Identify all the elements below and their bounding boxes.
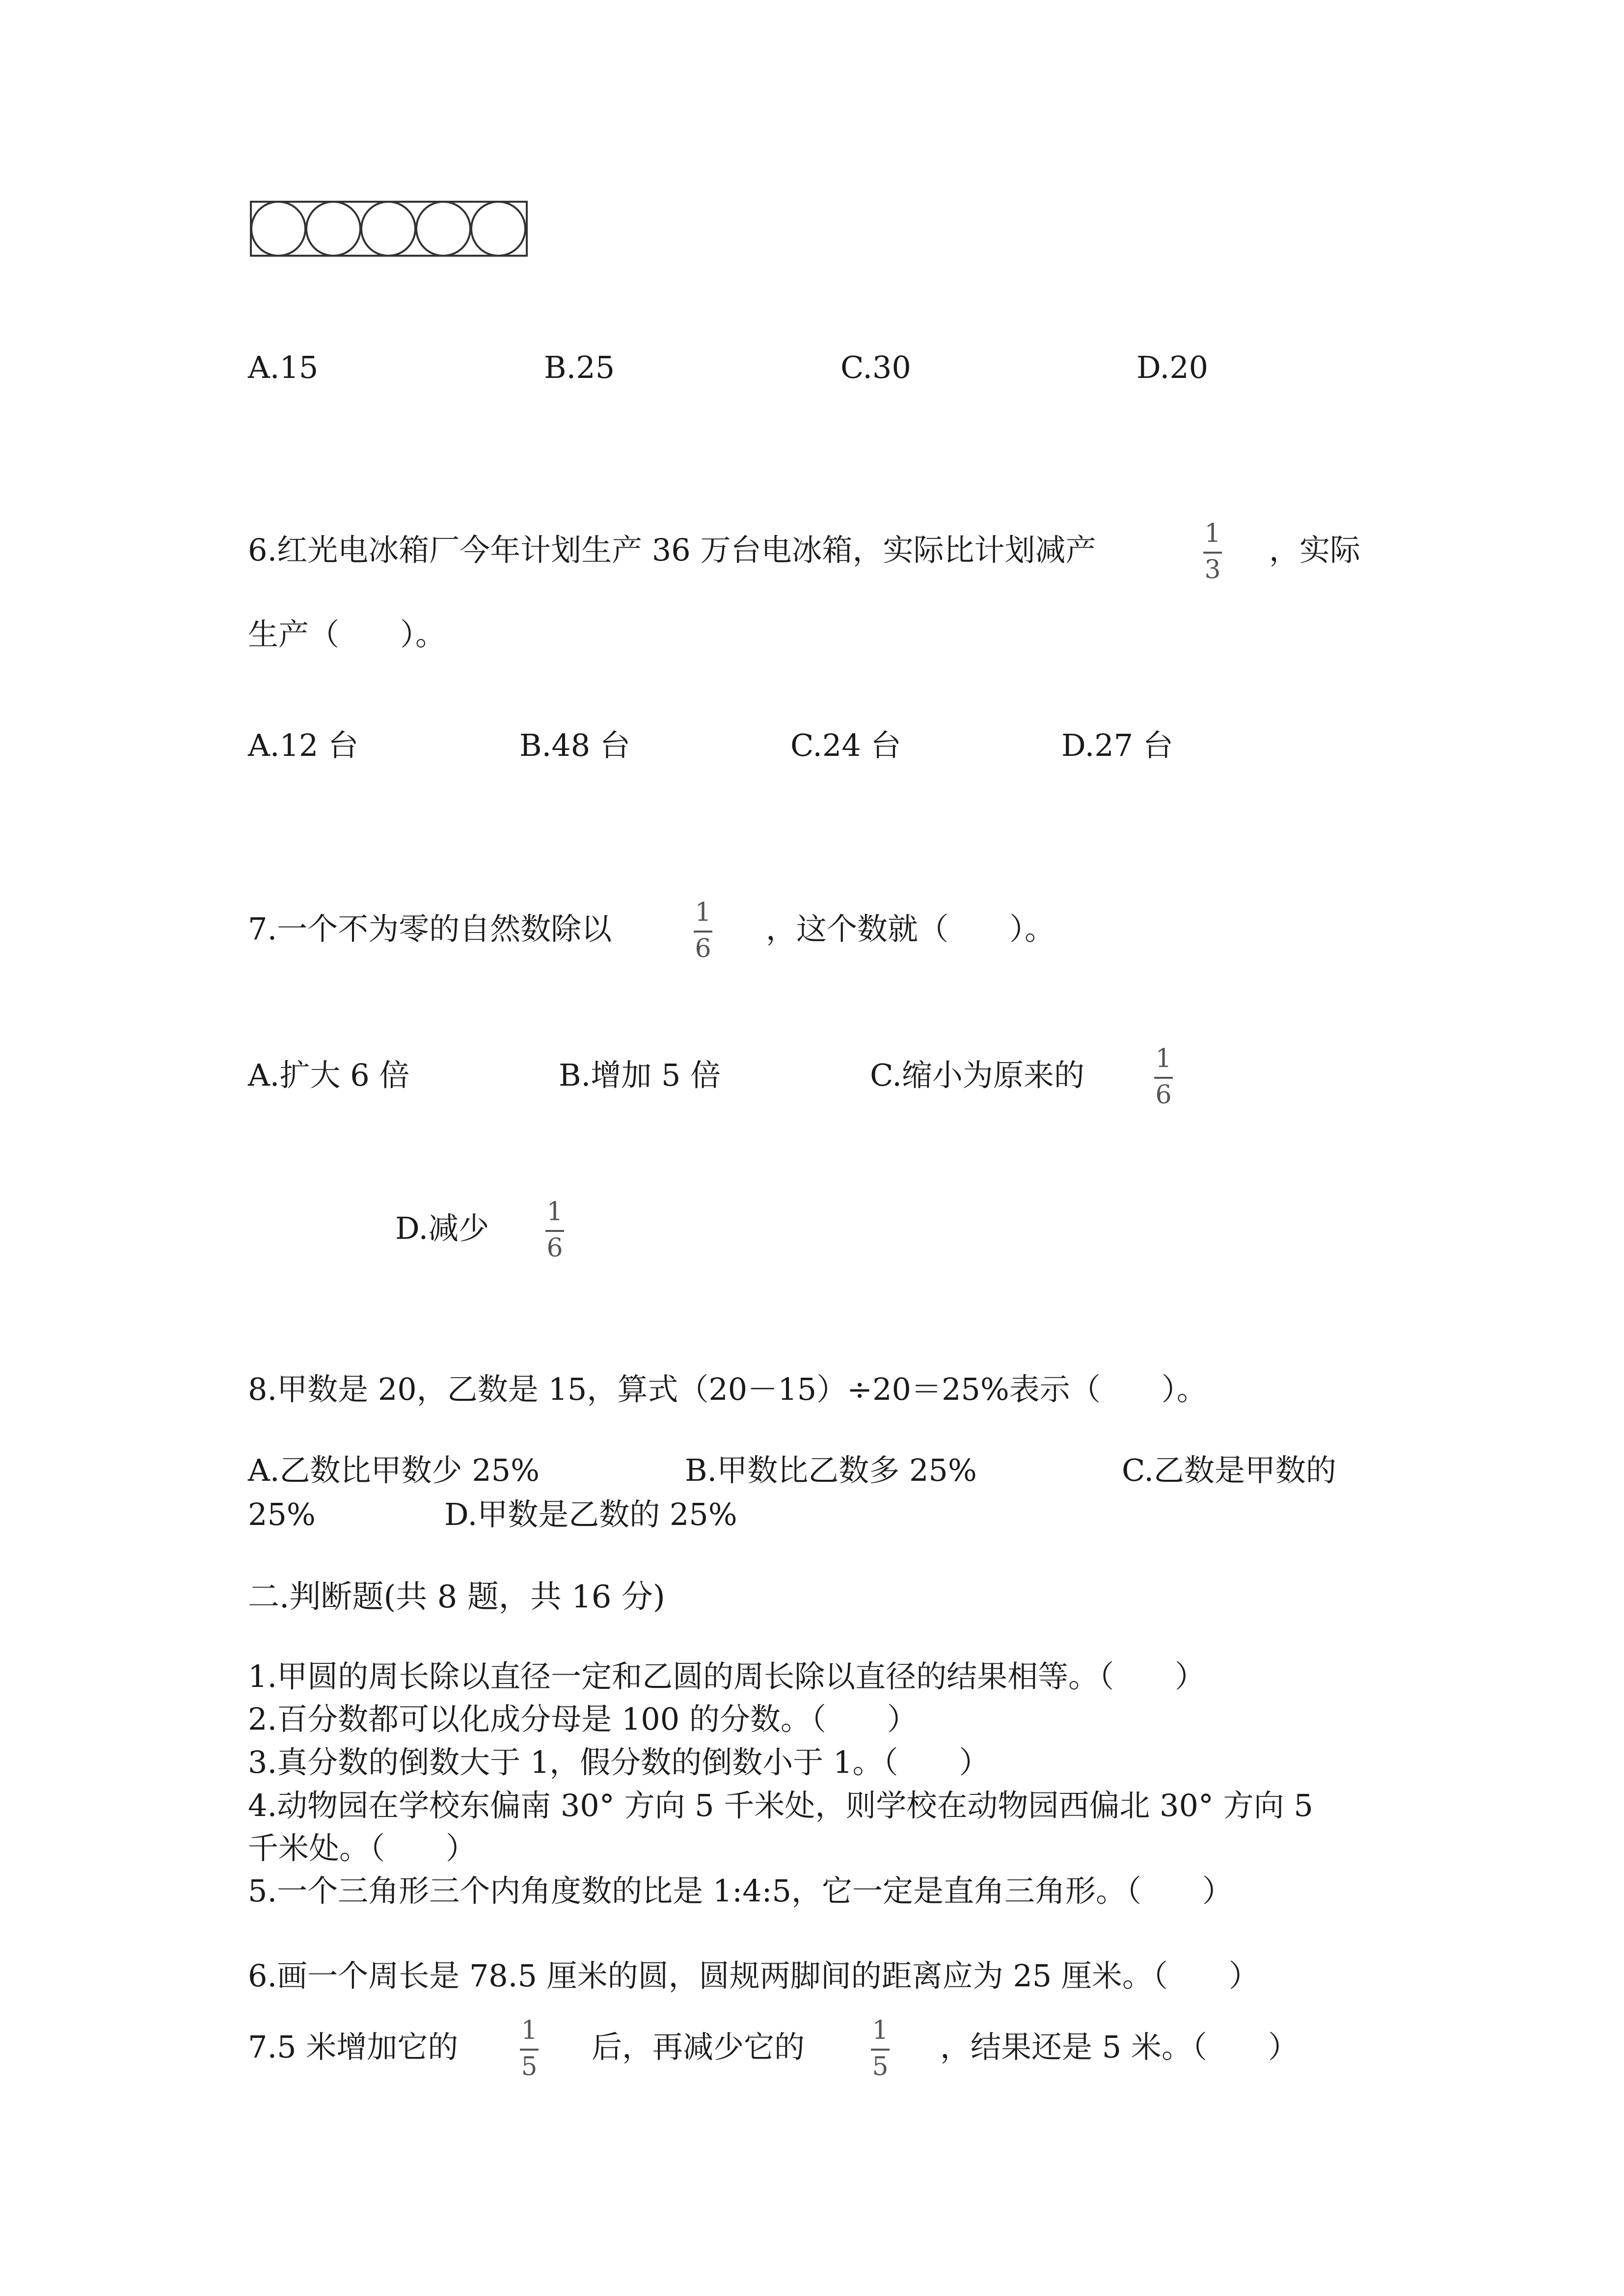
q7-fraction — [688, 898, 718, 964]
judge-item-7-part3: ，结果还是 5 米。（ ） — [940, 2029, 1299, 2065]
q7-option-b: B.增加 5 倍 — [559, 1057, 721, 1093]
q8-option-c: C.乙数是甲数的 — [1122, 1452, 1336, 1488]
q8-option-a: A.乙数比甲数少 25% — [248, 1452, 540, 1488]
q7-option-d: D.减少 — [395, 1210, 489, 1246]
q7-option-d-fraction — [540, 1198, 569, 1263]
judge-item-4-continued: 千米处。（ ） — [248, 1830, 477, 1866]
fraction-numerator: 1 — [546, 1197, 563, 1227]
q6-option-a: A.12 台 — [248, 727, 359, 763]
q6-stem-part1: 6.红光电冰箱厂今年计划生产 36 万台电冰箱，实际比计划减产 — [248, 532, 1096, 568]
q7-stem-part1: 7.一个不为零的自然数除以 — [248, 911, 612, 947]
fraction-bar — [1203, 552, 1222, 554]
q7-option-c: C.缩小为原来的 — [870, 1057, 1084, 1093]
judge-item-6: 6.画一个周长是 78.5 厘米的圆，圆规两脚间的距离应为 25 厘米。（ ） — [248, 1958, 1259, 1994]
fraction-bar — [520, 2049, 539, 2051]
fraction-bar — [871, 2049, 890, 2051]
judge-item-1: 1.甲圆的周长除以直径一定和乙圆的周长除以直径的结果相等。（ ） — [248, 1658, 1206, 1694]
q8-stem: 8.甲数是 20，乙数是 15，算式（20－15）÷20＝25%表示（ ）。 — [248, 1371, 1207, 1407]
fraction-denominator: 6 — [1155, 1080, 1172, 1110]
judge-item-2: 2.百分数都可以化成分母是 100 的分数。（ ） — [248, 1701, 918, 1737]
q8-option-c-continued: 25% — [248, 1496, 316, 1532]
judge-item-5: 5.一个三角形三个内角度数的比是 1:4:5，它一定是直角三角形。（ ） — [248, 1873, 1233, 1909]
q5-option-c: C.30 — [840, 349, 911, 385]
fraction-numerator: 1 — [695, 898, 711, 927]
fraction-bar — [694, 931, 712, 933]
fraction-denominator: 5 — [872, 2052, 889, 2082]
fraction-numerator: 1 — [1204, 519, 1221, 548]
q5-option-d: D.20 — [1137, 349, 1209, 385]
judge-item-7-fraction-2 — [866, 2016, 895, 2082]
judge-item-4: 4.动物园在学校东偏南 30° 方向 5 千米处，则学校在动物园西偏北 30° 方向 5 — [248, 1788, 1313, 1823]
fraction-denominator: 3 — [1204, 555, 1221, 585]
judge-item-3: 3.真分数的倒数大于 1，假分数的倒数小于 1。（ ） — [248, 1744, 990, 1780]
q8-option-b: B.甲数比乙数多 25% — [685, 1452, 977, 1488]
fraction-numerator: 1 — [1155, 1044, 1172, 1073]
q8-option-d: D.甲数是乙数的 25% — [444, 1496, 737, 1532]
judge-item-7-part2: 后，再减少它的 — [592, 2029, 805, 2065]
circles-in-rectangle-figure — [249, 200, 529, 259]
q6-option-d: D.27 台 — [1061, 727, 1173, 763]
q6-stem-line2: 生产（ ）。 — [248, 616, 446, 652]
section-2-title: 二.判断题(共 8 题，共 16 分) — [248, 1579, 665, 1615]
fraction-denominator: 5 — [521, 2052, 538, 2082]
fraction-numerator: 1 — [872, 2016, 889, 2045]
fraction-bar — [545, 1230, 564, 1232]
q6-stem-part2: ，实际 — [1269, 532, 1361, 568]
q7-option-a: A.扩大 6 倍 — [248, 1057, 410, 1093]
fraction-bar — [1154, 1077, 1173, 1079]
q6-option-b: B.48 台 — [519, 727, 630, 763]
q5-option-b: B.25 — [544, 349, 615, 385]
fraction-numerator: 1 — [521, 2016, 538, 2045]
fraction-denominator: 6 — [695, 934, 711, 963]
q5-option-a: A.15 — [248, 349, 319, 385]
q7-stem-part2: ，这个数就（ ）。 — [766, 911, 1056, 947]
q6-fraction — [1198, 519, 1227, 585]
q6-option-c: C.24 台 — [790, 727, 901, 763]
judge-item-7-part1: 7.5 米增加它的 — [248, 2029, 459, 2065]
fraction-denominator: 6 — [546, 1233, 563, 1263]
judge-item-7-fraction-1 — [514, 2016, 544, 2082]
q7-option-c-fraction — [1149, 1044, 1178, 1110]
